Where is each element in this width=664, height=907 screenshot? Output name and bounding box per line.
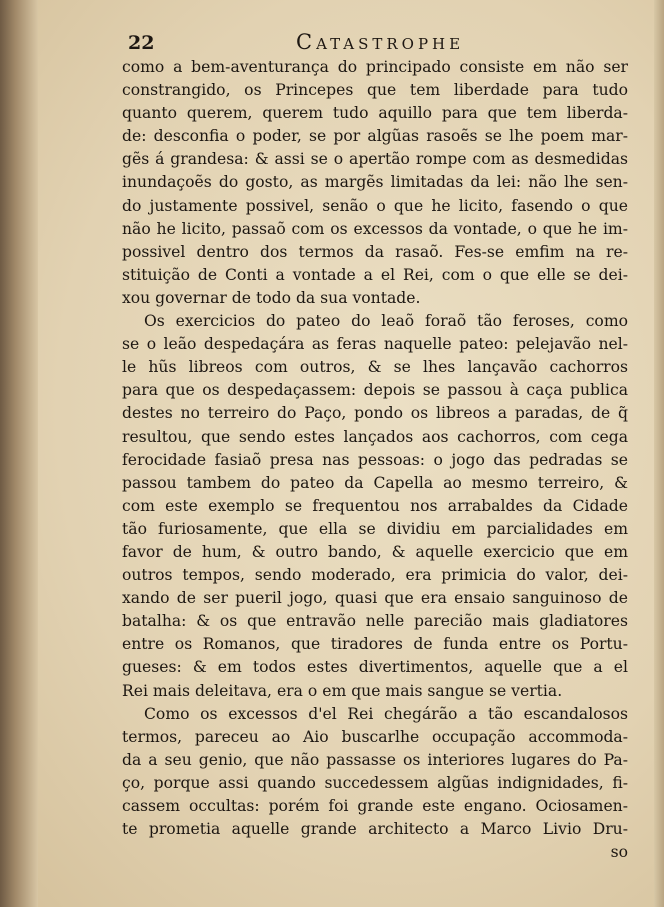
text-line: entre os Romanos, que tiradores de funda entre os Portu- <box>122 635 628 654</box>
text-line: Rei mais deleitava, era o em que mais sangue se vertia. <box>122 681 563 700</box>
text-line: te prometia aquelle grande architecto a Marco Livio Dru- <box>122 820 628 839</box>
text-line: resultou, que sendo estes lançados aos cachorros, com cega <box>122 427 628 446</box>
text-line: gueses: & em todos estes divertimentos, aquelle que a el <box>122 658 628 677</box>
page-number: 22 <box>128 32 155 54</box>
text-line: de: desconfia o poder, se por algũas rasoẽs se lhe poem mar- <box>122 127 628 146</box>
text-line: possivel dentro dos termos da rasaõ. Fes-se emfim na re- <box>122 242 628 261</box>
text-line: do justamente possivel, senão o que he licito, fasendo o que <box>122 196 628 215</box>
text-line: batalha: & os que entravão nelle parecião mais gladiatores <box>122 612 628 631</box>
text-line: stituição de Conti a vontade a el Rei, com o que elle se dei- <box>122 265 628 284</box>
text-line: gẽs á grandesa: & assi se o apertão rompe com as desmedidas <box>122 150 628 169</box>
text-line: cassem occultas: porém foi grande este engano. Ociosamen- <box>122 797 628 815</box>
text-line: para que os despedaçassem: depois se passou à caça publica <box>122 381 628 400</box>
text-line: ferocidade fasiaõ presa nas pessoas: o jogo das pedradas se <box>122 450 628 469</box>
text-line: da a seu genio, que não passasse os interiores lugares do Pa- <box>122 750 628 769</box>
text-line: passou tambem do pateo da Capella ao mesmo terreiro, & <box>122 473 628 492</box>
page-edge <box>654 0 664 907</box>
text-line: so <box>610 843 628 862</box>
text-line: com este exemplo se frequentou nos arrabaldes da Cidade <box>122 496 628 515</box>
text-line: outros tempos, sendo moderado, era primicia do valor, dei- <box>122 566 628 585</box>
text-line: quanto querem, querem tudo aquillo para que tem liberda- <box>122 104 628 123</box>
text-line: favor de hum, & outro bando, & aquelle exercicio que em <box>122 542 628 561</box>
text-line: se o leão despedaçára as feras naquelle pateo: pelejavão nel- <box>122 335 628 354</box>
text-line: le hũs libreos com outros, & se lhes lançavão cachorros <box>122 358 628 377</box>
text-line: não he licito, passaõ com os excessos da vontade, o que he im- <box>122 219 628 238</box>
running-title: Catastrophe <box>296 30 465 54</box>
page-gutter-shadow <box>0 0 38 907</box>
text-line: constrangido, os Princepes que tem liberdade para tudo <box>122 81 628 100</box>
page-header <box>128 30 508 58</box>
text-line: tão furiosamente, que ella se dividiu em parcialidades em <box>122 519 628 538</box>
text-line: como a bem-aventurança do principado consiste em não ser <box>122 58 628 76</box>
text-line: xou governar de todo da sua vontade. <box>122 288 421 307</box>
body-text <box>122 56 628 864</box>
text-line: ço, porque assi quando succedessem algũas indignidades, fi- <box>122 773 628 792</box>
text-line: termos, pareceu ao Aio buscarlhe occupação accommoda- <box>122 727 628 746</box>
text-line: Como os excessos d'el Rei chegárão a tão escandalosos <box>144 704 628 723</box>
text-line: inundaçoẽs do gosto, as margẽs limitadas da lei: não lhe sen- <box>122 173 628 192</box>
text-line: Os exercicios do pateo do leaõ foraõ tão feroses, como <box>144 312 628 331</box>
text-line: xando de ser pueril jogo, quasi que era ensaio sanguinoso de <box>122 589 628 608</box>
text-line: destes no terreiro do Paço, pondo os libreos a paradas, de q̃ <box>122 404 628 423</box>
